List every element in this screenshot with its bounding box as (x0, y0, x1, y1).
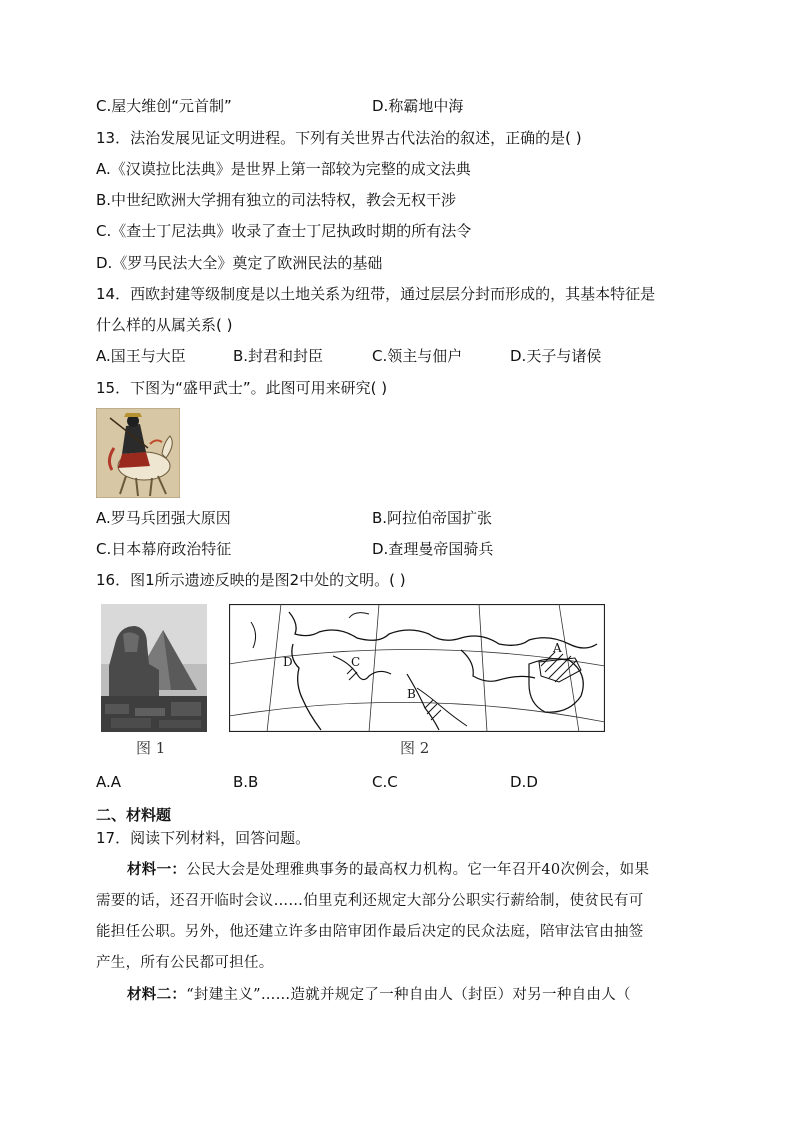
q15-option-d: D.查理曼帝国骑兵 (372, 540, 494, 558)
material-1-label: 材料一： (127, 861, 187, 878)
q16-option-c: C.C (372, 773, 398, 791)
q15-stem: 15．下图为“盛甲武士”。此图可用来研究( ) (96, 379, 388, 397)
material-2-line1 (127, 985, 631, 1005)
map-label-d: D (283, 655, 293, 669)
material-1-line2: 需要的话，还召开临时会议……伯里克利还规定大部分公职实行薪给制，使贫民有可 (96, 893, 644, 909)
q16-stem: 16．图1所示遗迹反映的是图2中处的文明。( ) (96, 571, 406, 589)
ancient-civilizations-map (229, 604, 605, 732)
q16-option-a: A.A (96, 773, 122, 791)
material-1-text-1: 公民大会是处理雅典事务的最高权力机构。它一年召开40次例会，如果 (186, 862, 650, 878)
q17-stem: 17．阅读下列材料，回答问题。 (96, 829, 311, 847)
section-heading: 二、材料题 (96, 806, 172, 824)
map-label-a: A (553, 641, 562, 655)
q16-option-b: B.B (233, 773, 259, 791)
q16-option-d: D.D (510, 773, 538, 791)
map-label-c: C (351, 655, 361, 669)
map-label-b: B (407, 687, 416, 701)
q14-option-d: D.天子与诸侯 (510, 347, 602, 365)
q13-stem: 13．法治发展见证文明进程。下列有关世界古代法治的叙述，正确的是( ) (96, 129, 582, 147)
material-1-line1 (127, 860, 649, 880)
q15-option-c: C.日本幕府政治特征 (96, 540, 232, 558)
material-2-label: 材料二： (127, 986, 187, 1003)
material-1-line3: 能担任公职。另外，他还建立许多由陪审团作最后决定的民众法庭，陪审法官由抽签 (96, 924, 644, 940)
q14-option-c: C.领主与佃户 (372, 347, 463, 365)
q15-option-b: B.阿拉伯帝国扩张 (372, 509, 493, 527)
q12-option-d: D.称霸地中海 (372, 97, 464, 115)
q13-option-a: A.《汉谟拉比法典》是世界上第一部较为完整的成文法典 (96, 160, 471, 178)
q14-option-a: A.国王与大臣 (96, 347, 186, 365)
q14-stem-line1: 14．西欧封建等级制度是以土地关系为纽带，通过层层分封而形成的，其基本特征是 (96, 285, 656, 303)
q13-option-d: D.《罗马民法大全》奠定了欧洲民法的基础 (96, 254, 383, 272)
figure-2-caption: 图 2 (400, 739, 430, 757)
q14-stem-line2: 什么样的从属关系( ) (96, 316, 233, 334)
q13-option-b: B.中世纪欧洲大学拥有独立的司法特权，教会无权干涉 (96, 191, 457, 209)
q15-option-a: A.罗马兵团强大原因 (96, 509, 231, 527)
sphinx-pyramid-photo (101, 604, 207, 732)
q14-option-b: B.封君和封臣 (233, 347, 324, 365)
figure-1-caption: 图 1 (136, 739, 166, 757)
samurai-painting (96, 408, 180, 498)
material-1-line4: 产生，所有公民都可担任。 (96, 955, 274, 971)
q12-option-c: C.屋大维创“元首制” (96, 97, 232, 115)
q13-option-c: C.《查士丁尼法典》收录了查士丁尼执政时期的所有法令 (96, 222, 472, 240)
material-2-text-1: “封建主义”……造就并规定了一种自由人（封臣）对另一种自由人（ (186, 987, 631, 1003)
